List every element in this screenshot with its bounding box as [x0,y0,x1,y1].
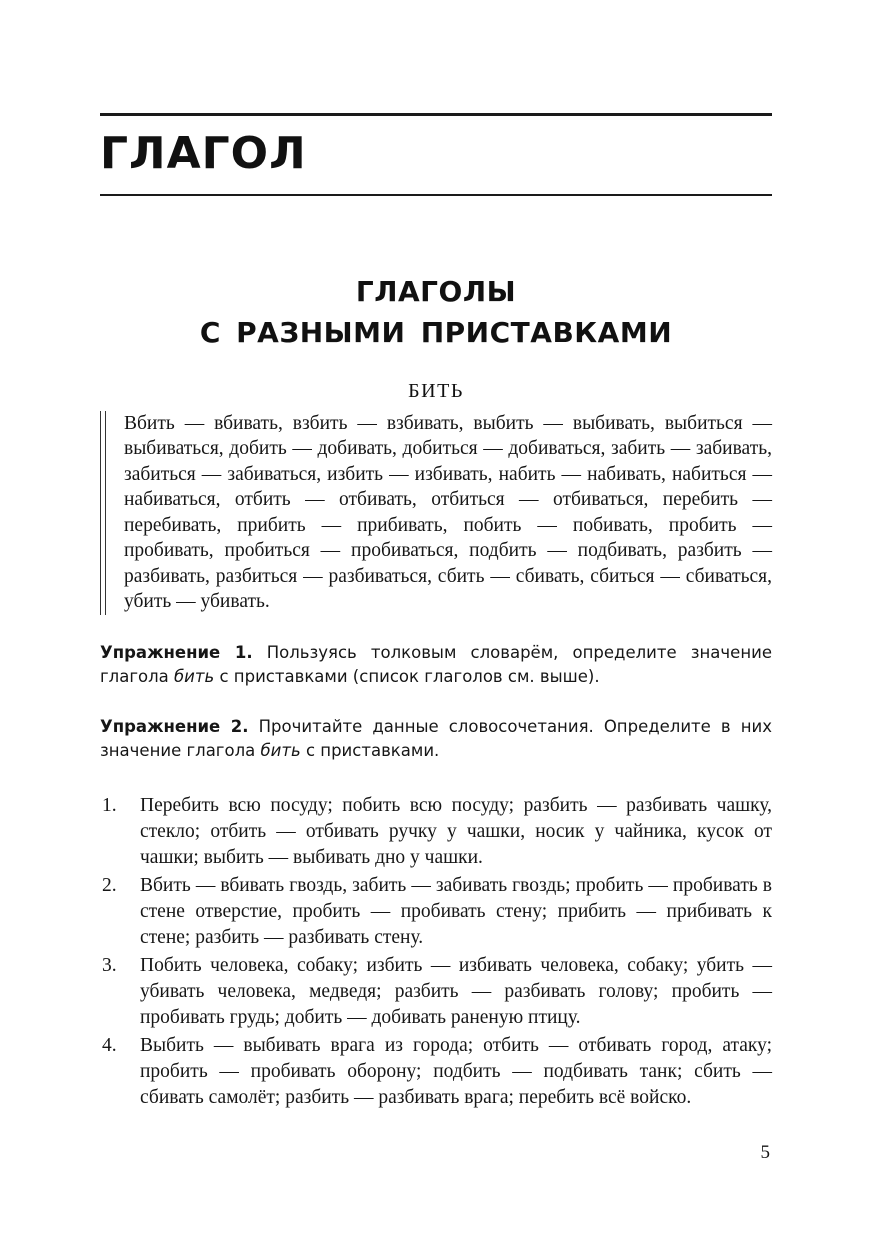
list-item-text: Вбить — вбивать гвоздь, забить — забивать гвоздь; пробить — пробивать в стене отверстие, пробить — пробивать стену; прибить — прибивать к стене; разбить — разбивать стену. [140,874,772,948]
page-number: 5 [760,1142,770,1163]
numbered-list [100,793,772,1111]
list-item-text: Побить человека, собаку; избить — избивать человека, собаку; убить — убивать человека, медведя; разбить — разбивать голову; пробить — пробивать грудь; добить — добивать раненую птицу. [140,954,772,1028]
list-item-text: Перебить всю посуду; побить всю посуду; разбить — разбивать чашку, стекло; отбить — отбивать ручку у чашки, носик у чайника, кусок от чашки; выбить — выбивать дно у чашки. [140,794,772,868]
exercise-1-italic-word: бить [174,666,215,686]
verb-list-inner [105,411,772,615]
verb-list-block [100,411,772,615]
section-title-line2: С РАЗНЫМИ ПРИСТАВКАМИ [199,315,673,349]
exercise-2-text-after: с приставками. [300,740,440,760]
chapter-rule-bottom [100,194,772,196]
list-item-number: 1. [102,794,117,816]
exercise-1-text-before: Пользуясь толковым словарём, определите значение глагола [100,642,772,686]
subheading-bit: БИТЬ [408,379,464,402]
chapter-title: ГЛАГОЛ [100,128,307,179]
exercise-2-italic-word: бить [260,740,301,760]
exercise-1 [100,641,772,689]
exercise-2-text-before: Прочитайте данные словосочетания. Определите в них значение глагола [100,716,772,760]
list-item [100,1033,772,1111]
list-item-number: 3. [102,954,117,976]
section-title-line1: ГЛАГОЛЫ [355,275,517,309]
exercise-1-label: Упражнение 1. [100,642,253,662]
verb-list-text: Вбить — вбивать, взбить — взбивать, выбить — выбивать, выбиться — выбиваться, добить — добивать, добиться — добиваться, забить — забивать, забиться — забиваться, избить — избивать, набить — набивать, набиться — набиваться, отбить — отбивать, отбиться — отбиваться, перебить — перебивать, прибить — прибивать, побить — побивать, пробить — пробивать, пробиться — пробиваться, подбить — подбивать, разбить — разбивать, разбиться — разбиваться, сбить — сбивать, сбиться — сбиваться, убить — убивать. [124,412,772,613]
list-item [100,873,772,951]
section-title [100,272,772,353]
exercise-2 [100,715,772,763]
list-item [100,793,772,871]
page-content [100,0,772,1113]
exercise-2-label: Упражнение 2. [100,716,249,736]
chapter-rule-top [100,113,772,116]
list-item-text: Выбить — выбивать врага из города; отбить — отбивать город, атаку; пробить — пробивать оборону; подбить — подбивать танк; сбить — сбивать самолёт; разбить — разбивать врага; перебить всё войско. [140,1034,772,1108]
exercise-1-text-after: с приставками (список глаголов см. выше). [214,666,600,686]
list-item-number: 2. [102,874,117,896]
list-item [100,953,772,1031]
list-item-number: 4. [102,1034,117,1056]
